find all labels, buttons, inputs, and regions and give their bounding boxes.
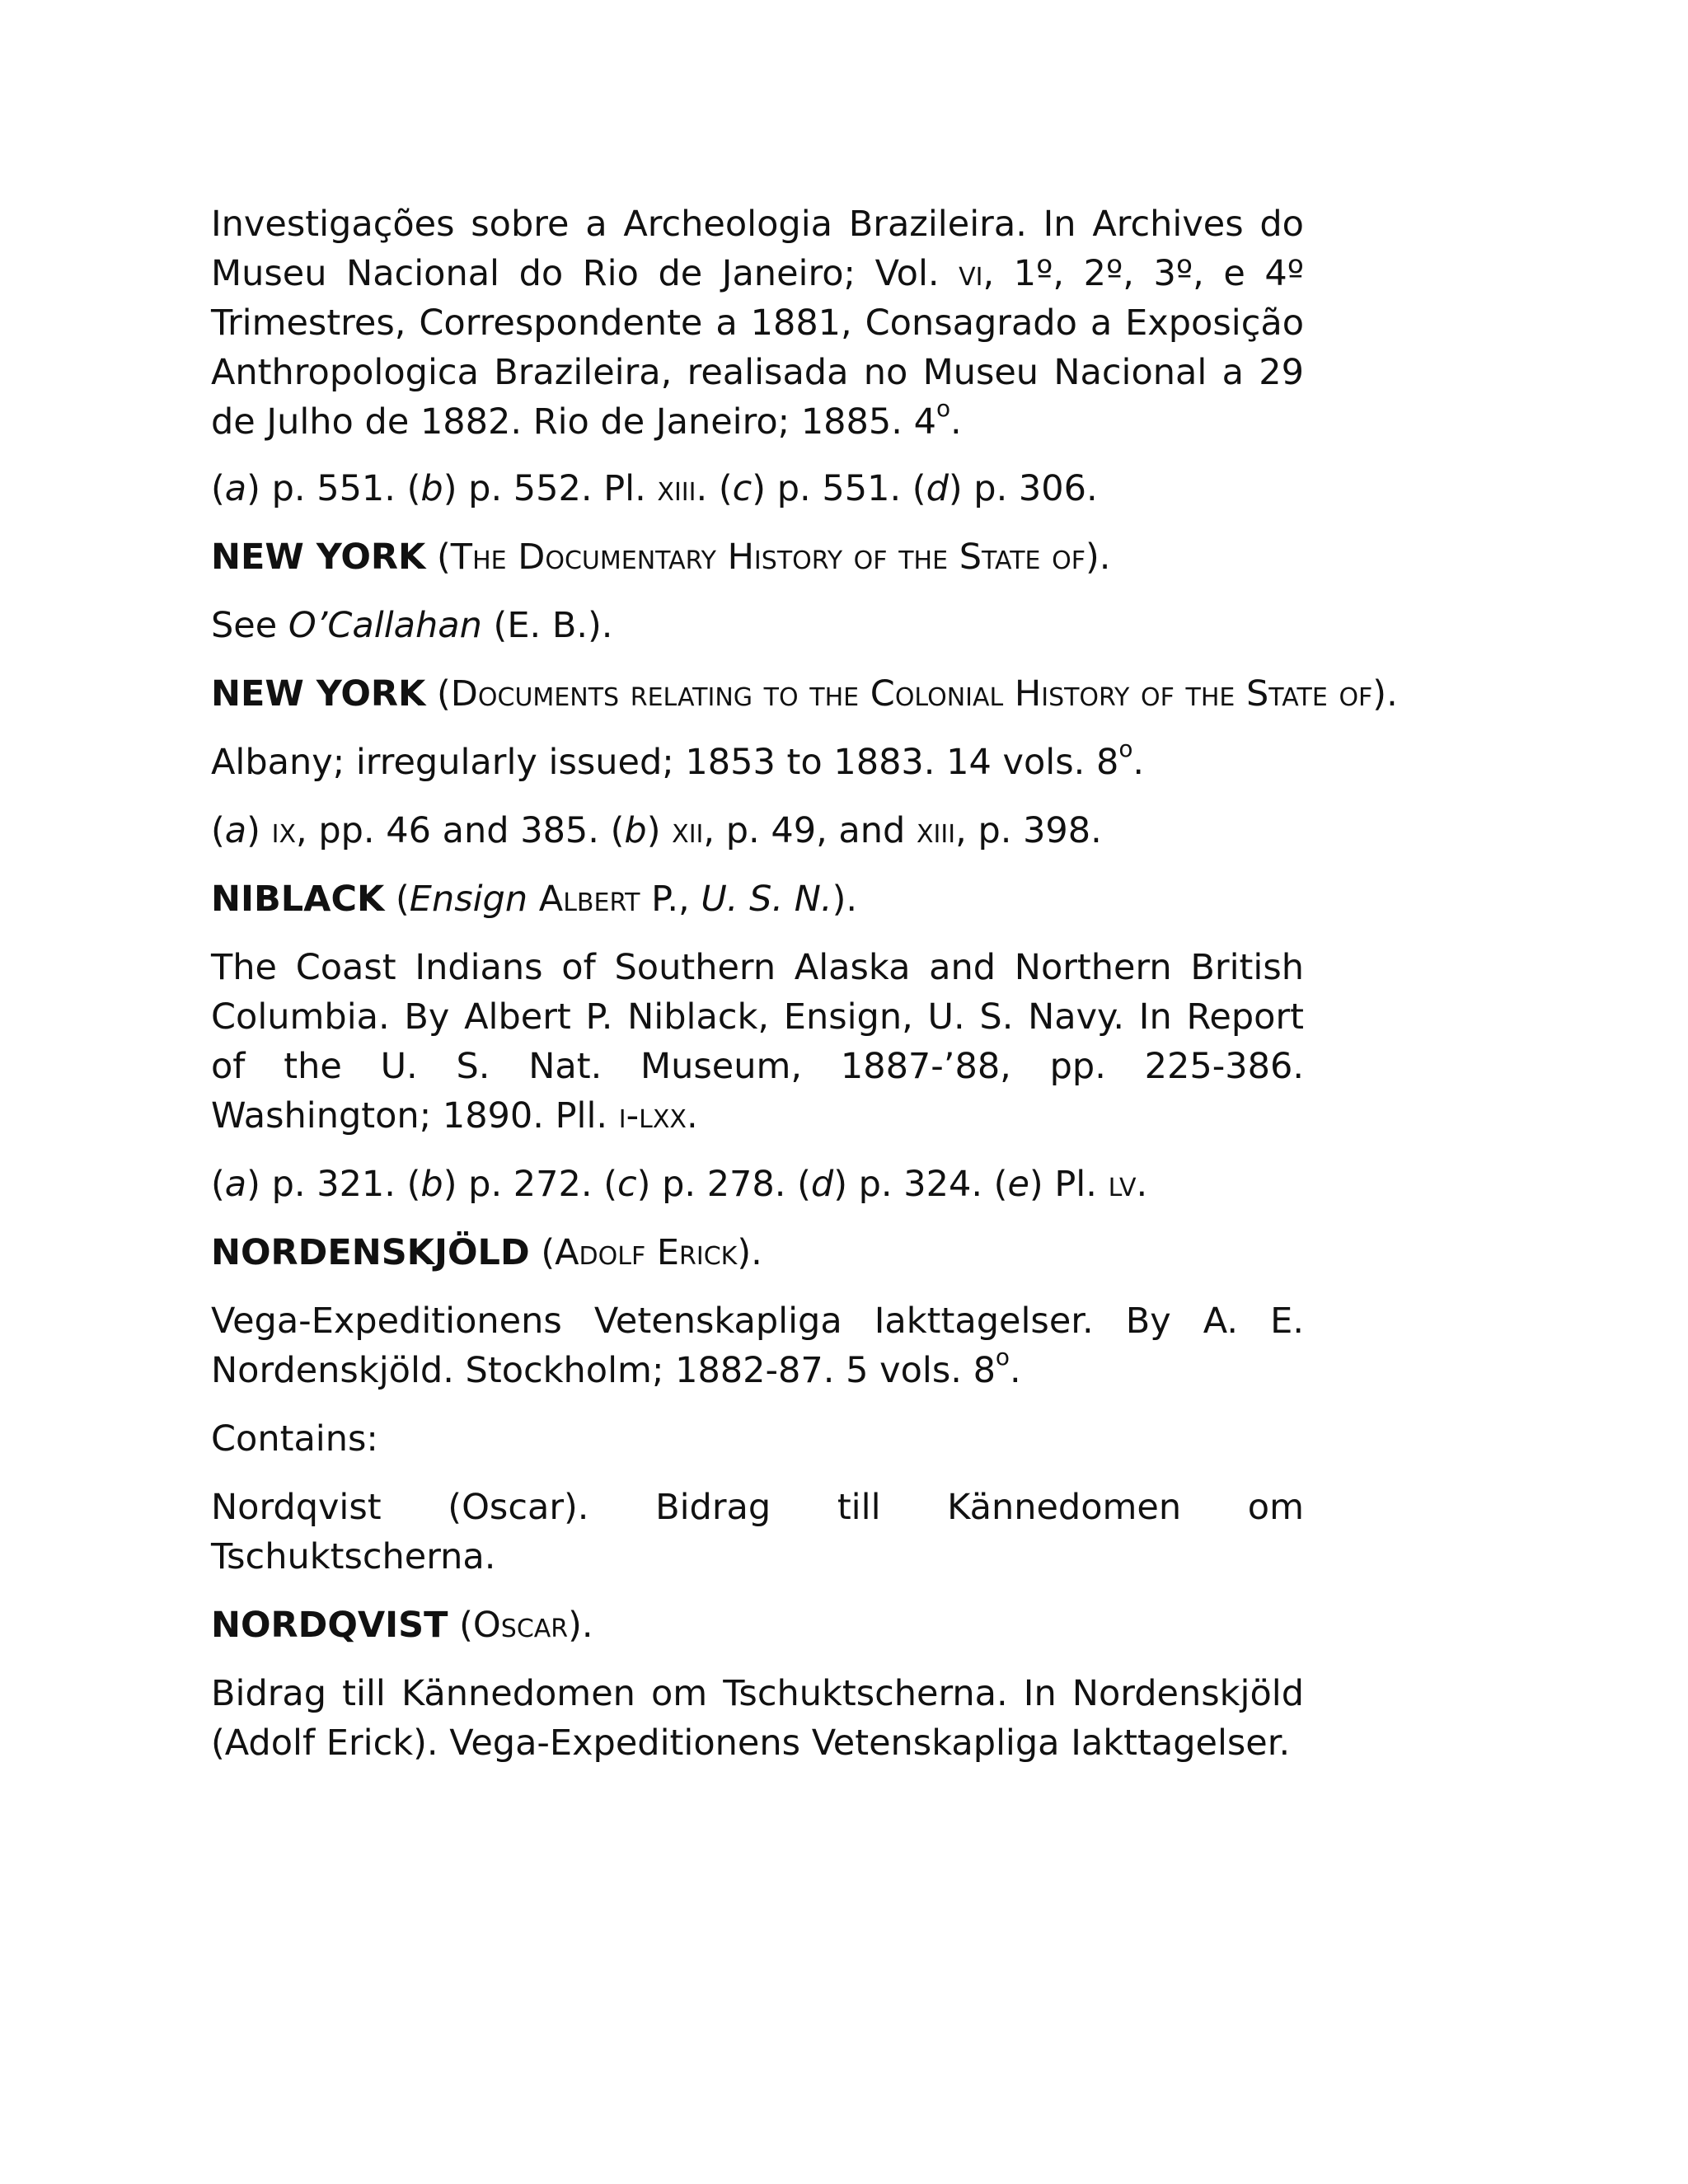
entry-heading <box>211 532 1477 582</box>
entry-heading <box>211 669 1477 719</box>
entry-heading-detail: (Oscar). <box>459 1605 593 1646</box>
entry-heading-detail: (Documents relating to the Colonial History of the State of). <box>437 673 1398 715</box>
entry-heading <box>211 1228 1477 1277</box>
entry-page-references: (a) p. 321. (b) p. 272. (c) p. 278. (d) p. 324. (e) Pl. lv. <box>211 1164 1148 1205</box>
entry-citation: See O’Callahan (E. B.). <box>211 605 613 646</box>
entry-citation: Bidrag till Kännedomen om Tschuktscherna. In Nordenskjöld (Adolf Erick). Vega-Expeditionens Vetenskapliga Iakttagelser. <box>211 1673 1304 1764</box>
entry-heading-name: NEW YORK <box>211 673 426 715</box>
entry-citation: Vega-Expeditionens Vetenskapliga Iakttagelser. By A. E. Nordenskjöld. Stockholm; 1882-87. 5 vols. 8$^o$. <box>211 1301 1304 1391</box>
entry-heading-name: NEW YORK <box>211 537 426 578</box>
entry-citation: Albany; irregularly issued; 1853 to 1883. 14 vols. 8$^o$. <box>211 735 1145 783</box>
entry-heading-detail: (The Documentary History of the State of). <box>437 537 1111 578</box>
entry-citation: Investigações sobre a Archeologia Brazileira. In Archives do Museu Nacional do Rio de Janeiro; Vol. vi, 1º, 2º, 3º, e 4º Trimestres, Correspondente a 1881, Consagrado a Exposição Anthropologica Brazileira, realisada no Museu Nacional a 29 de Julho de 1882. Rio de Janeiro; 1885. 4$^o$. <box>211 204 1305 443</box>
entry-citation: The Coast Indians of Southern Alaska and Northern British Columbia. By Albert P. Niblack, Ensign, U. S. Navy. In Report of the U. S. Nat. Museum, 1887-’88, pp. 225-386. Washington; 1890. Pll. i-lxx. <box>211 947 1304 1137</box>
bibliography-page <box>211 0 1477 1768</box>
entry-heading: NIBLACK (Ensign Albert P., U. S. N.). <box>211 879 858 920</box>
entry-note: Contains: <box>211 1418 378 1460</box>
entry-heading-detail: (Adolf Erick). <box>541 1232 762 1273</box>
entry-heading-name: NORDQVIST <box>211 1605 448 1646</box>
entry-contained-work: Nordqvist (Oscar). Bidrag till Kännedomen om Tschuktscherna. <box>211 1487 1304 1577</box>
entry-page-references: (a) p. 551. (b) p. 552. Pl. xiii. (c) p. 551. (d) p. 306. <box>211 468 1098 509</box>
entry-page-references: (a) ix, pp. 46 and 385. (b) xii, p. 49, and xiii, p. 398. <box>211 810 1102 851</box>
entry-heading-name: NORDENSKJÖLD <box>211 1232 530 1273</box>
entry-heading <box>211 1601 1477 1650</box>
